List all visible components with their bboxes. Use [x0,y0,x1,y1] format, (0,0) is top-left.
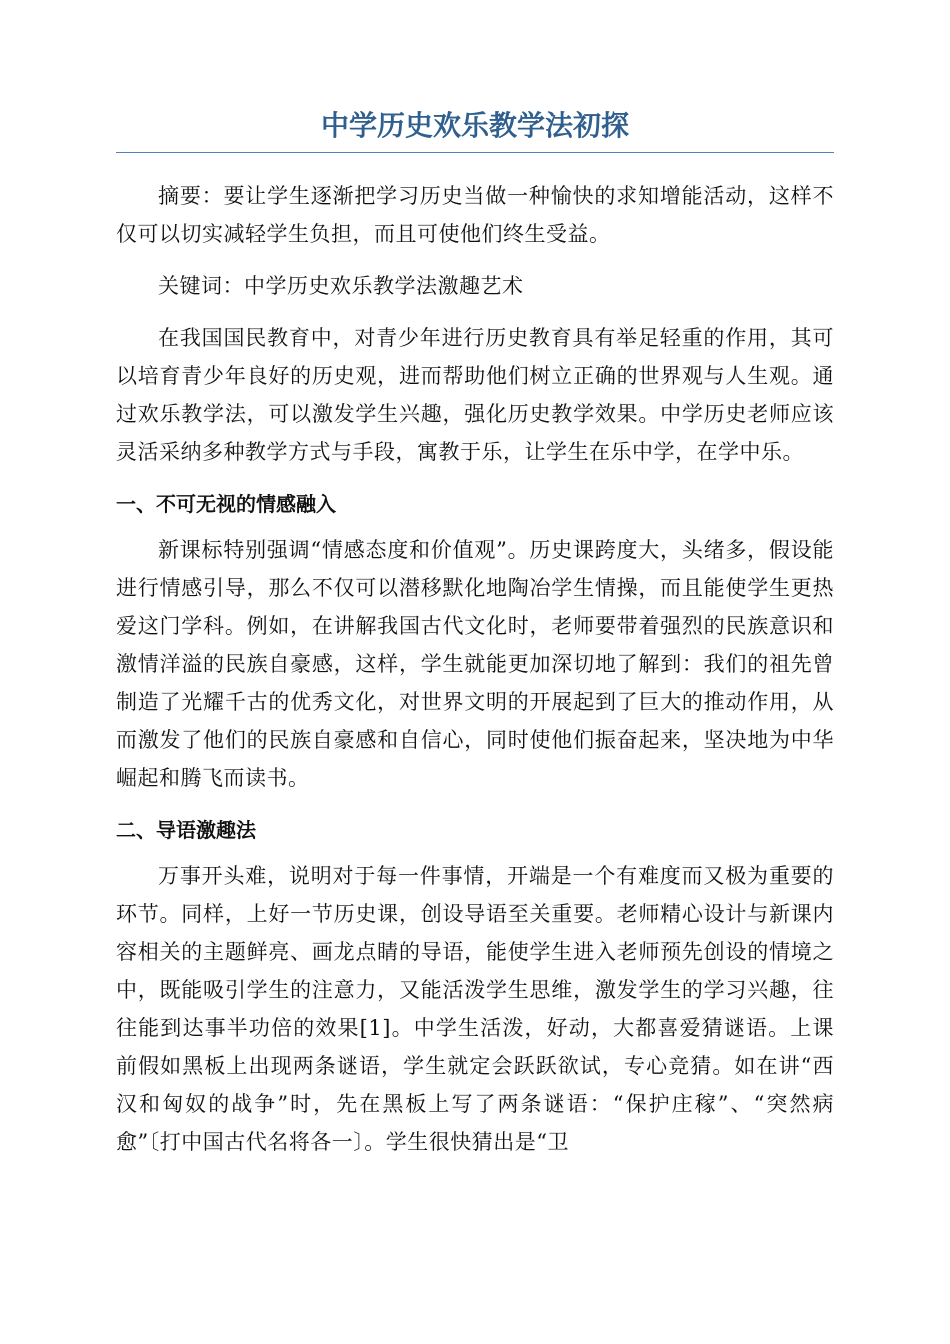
keywords-paragraph: 关键词：中学历史欢乐教学法激趣艺术 [158,274,524,298]
section-body-2: 万事开头难，说明对于每一件事情，开端是一个有难度而又极为重要的环节。同样，上好一节历史课，创设导语至关重要。老师精心设计与新课内容相关的主题鲜亮、画龙点睛的导语，能使学生进入老师预先创设的情境之中，既能吸引学生的注意力，又能活泼学生思维，激发学生的学习兴趣，往往能到达事半功倍的效果[1]。中学生活泼，好动，大都喜爱猜谜语。上课前假如黑板上出现两条谜语，学生就定会跃跃欲试，专心竞猜。如在讲“西汉和匈奴的战争”时，先在黑板上写了两条谜语：“保护庄稼”、“突然病愈”〔打中国古代名将各一〕。学生很快猜出是“卫 [116,864,834,1154]
document-page [116,106,834,1161]
abstract-paragraph: 摘要：要让学生逐渐把学习历史当做一种愉快的求知增能活动，这样不仅可以切实减轻学生负担，而且可使他们终生受益。 [116,184,834,246]
document-title: 中学历史欢乐教学法初探 [116,106,834,153]
section-heading-2: 二、导语激趣法 [116,818,256,842]
intro-paragraph: 在我国国民教育中，对青少年进行历史教育具有举足轻重的作用，其可以培育青少年良好的历史观，进而帮助他们树立正确的世界观与人生观。通过欢乐教学法，可以激发学生兴趣，强化历史教学效果。中学历史老师应该灵活采纳多种教学方式与手段，寓教于乐，让学生在乐中学，在学中乐。 [116,326,834,464]
section-heading-1: 一、不可无视的情感融入 [116,492,336,516]
section-body-1: 新课标特别强调“情感态度和价值观”。历史课跨度大，头绪多，假设能进行情感引导，那么不仅可以潜移默化地陶冶学生情操，而且能使学生更热爱这门学科。例如，在讲解我国古代文化时，老师要带着强烈的民族意识和激情洋溢的民族自豪感，这样，学生就能更加深切地了解到：我们的祖先曾制造了光耀千古的优秀文化，对世界文明的开展起到了巨大的推动作用，从而激发了他们的民族自豪感和自信心，同时使他们振奋起来，坚决地为中华崛起和腾飞而读书。 [116,538,834,790]
